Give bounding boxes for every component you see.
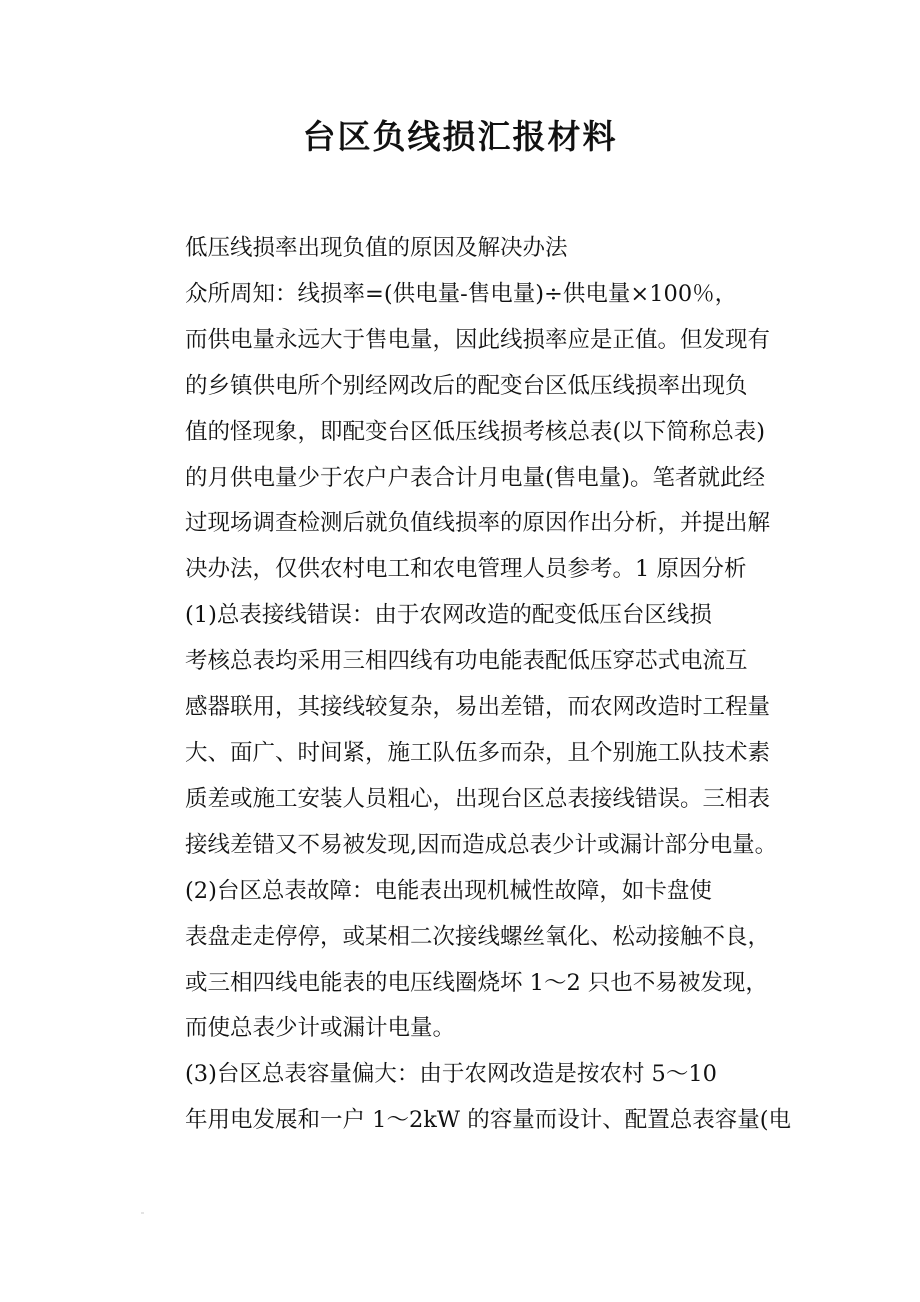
text-line: 考核总表均采用三相四线有功电能表配低压穿芯式电流互 bbox=[185, 648, 748, 675]
text-line: (2)台区总表故障：电能表出现机械性故障，如卡盘使 bbox=[185, 877, 712, 904]
text-line: 质差或施工安装人员粗心，出现台区总表接线错误。三相表 bbox=[185, 785, 771, 812]
text-line: 低压线损率出现负值的原因及解决办法 bbox=[185, 235, 568, 261]
text-line: 表盘走走停停，或某相二次接线螺丝氧化、松动接触不良， bbox=[185, 923, 771, 950]
text-line: (1)总表接线错误：由于农网改造的配变低压台区线损 bbox=[185, 602, 712, 629]
text-line: 或三相四线电能表的电压线圈烧坏 1～2 只也不易被发现， bbox=[185, 969, 768, 996]
text-line: 而供电量永远大于售电量，因此线损率应是正值。但发现有 bbox=[185, 326, 771, 353]
text-line: 而使总表少计或漏计电量。 bbox=[185, 1015, 456, 1042]
text-line: 决办法，仅供农村电工和农电管理人员参考。1 原因分析 bbox=[185, 556, 747, 583]
text-line: 众所周知：线损率=(供电量-售电量)÷供电量×100％， bbox=[185, 280, 738, 307]
text-line: (3)台区总表容量偏大：由于农网改造是按农村 5～10 bbox=[185, 1061, 717, 1088]
document-body bbox=[140, 226, 791, 1144]
text-line: 大、面广、时间紧，施工队伍多而杂，且个别施工队技术素 bbox=[185, 739, 771, 766]
text-line: 的月供电量少于农户户表合计月电量(售电量)。笔者就此经 bbox=[185, 464, 766, 491]
text-line: 接线差错又不易被发现,因而造成总表少计或漏计部分电量。 bbox=[185, 831, 778, 858]
paragraph-cause-2 bbox=[140, 869, 786, 1053]
scan-speck bbox=[141, 1212, 144, 1214]
paragraph-cause-3 bbox=[140, 1052, 791, 1144]
text-line: 值的怪现象，即配变台区低压线损考核总表(以下简称总表) bbox=[185, 418, 766, 445]
paragraph-subtitle bbox=[140, 226, 786, 272]
paragraph-intro bbox=[140, 272, 786, 593]
document-title: 台区负线损汇报材料 bbox=[302, 117, 618, 156]
text-line: 年用电发展和一户 1～2kW 的容量而设计、配置总表容量(电 bbox=[185, 1107, 791, 1134]
text-line: 感器联用，其接线较复杂，易出差错，而农网改造时工程量 bbox=[185, 694, 771, 721]
text-line: 过现场调查检测后就负值线损率的原因作出分析，并提出解 bbox=[185, 510, 771, 537]
text-line: 的乡镇供电所个别经网改后的配变台区低压线损率出现负 bbox=[185, 372, 748, 399]
paragraph-cause-1 bbox=[140, 593, 786, 868]
